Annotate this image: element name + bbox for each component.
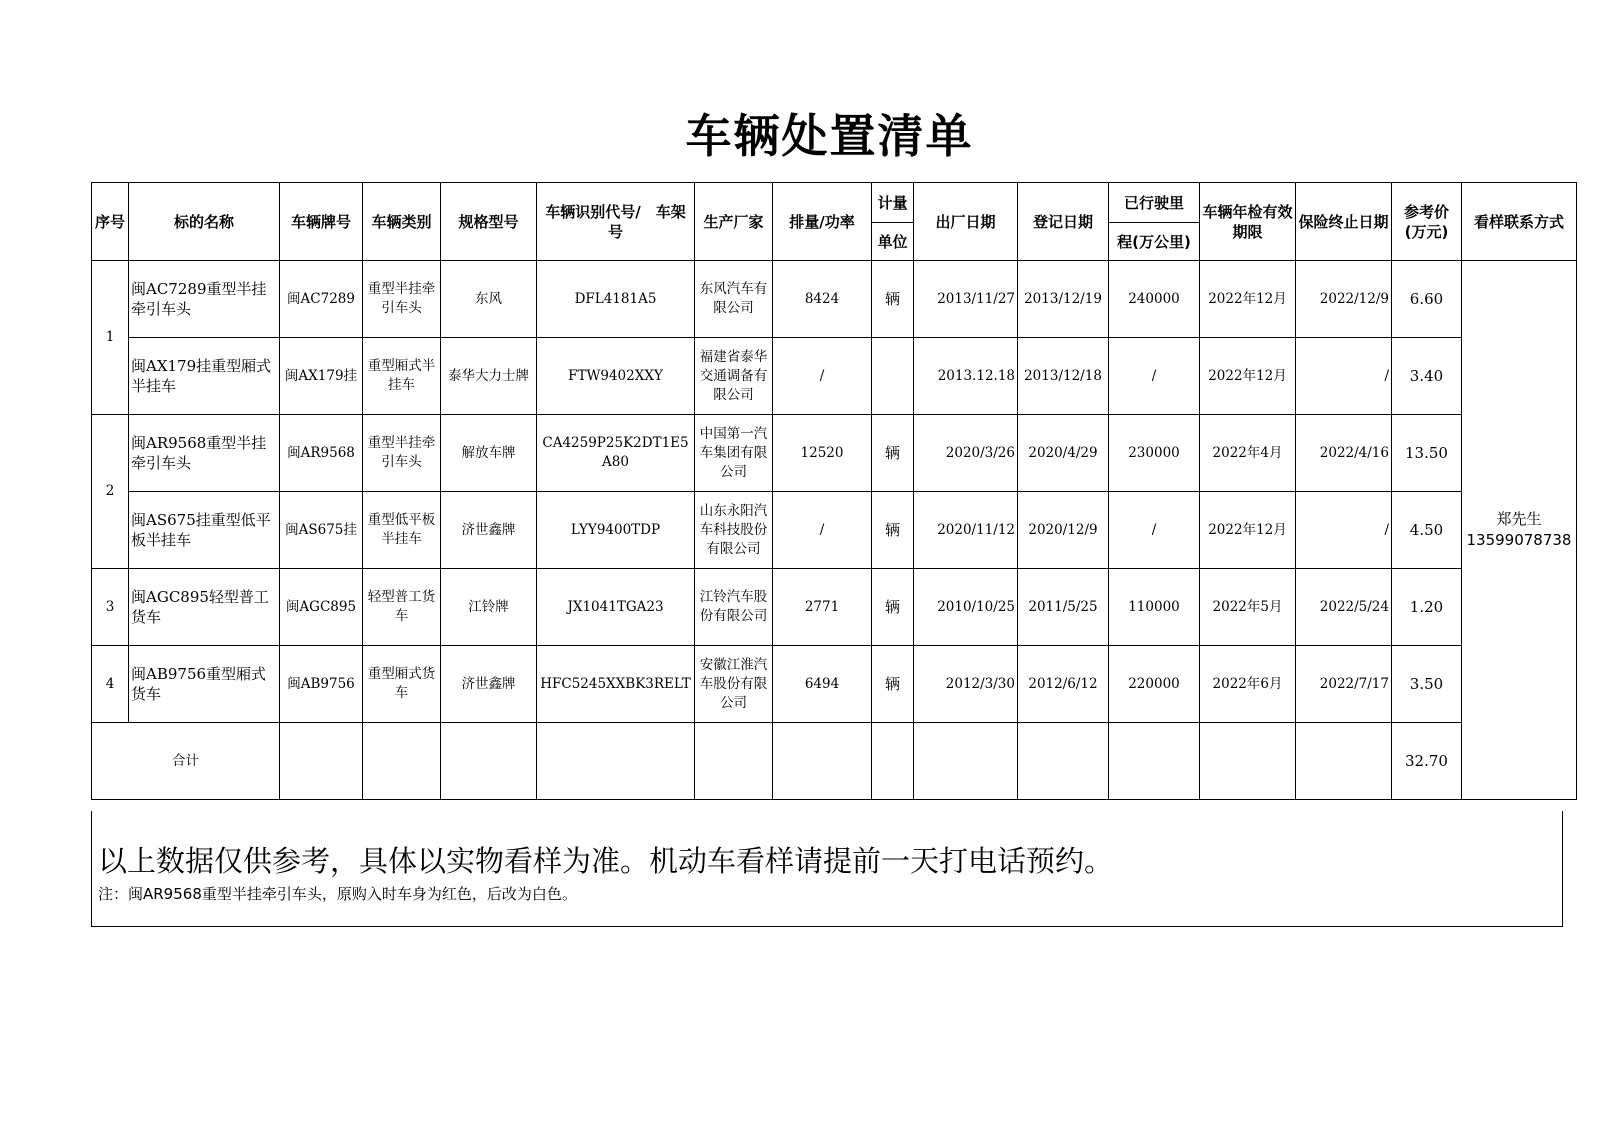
table-row — [92, 338, 1577, 415]
cell-prod-date: 2020/3/26 — [914, 415, 1018, 492]
cell-vin: HFC5245XXBK3RELT — [537, 646, 695, 723]
cell-prod-date: 2020/11/12 — [914, 492, 1018, 569]
cell-price: 13.50 — [1392, 415, 1462, 492]
cell-vin: LYY9400TDP — [537, 492, 695, 569]
empty-cell — [773, 723, 872, 800]
cell-maker: 中国第一汽车集团有限公司 — [695, 415, 773, 492]
table-row — [92, 492, 1577, 569]
cell-maker: 安徽江淮汽车股份有限公司 — [695, 646, 773, 723]
empty-cell — [1109, 723, 1200, 800]
cell-inspection: 2022年5月 — [1200, 569, 1296, 646]
header-vin: 车辆识别代号/ 车架号 — [537, 183, 695, 261]
table-row — [92, 569, 1577, 646]
cell-price: 6.60 — [1392, 261, 1462, 338]
cell-insurance: 2022/4/16 — [1296, 415, 1392, 492]
cell-unit: 辆 — [872, 415, 914, 492]
cell-seq: 1 — [92, 261, 129, 415]
contact-name: 郑先生 — [1496, 510, 1542, 528]
cell-mileage: 230000 — [1109, 415, 1200, 492]
cell-prod-date: 2012/3/30 — [914, 646, 1018, 723]
cell-mileage: / — [1109, 338, 1200, 415]
cell-name: 闽AGC895轻型普工货车 — [129, 569, 280, 646]
cell-plate: 闽AR9568 — [280, 415, 363, 492]
cell-inspection: 2022年6月 — [1200, 646, 1296, 723]
cell-model: 济世鑫牌 — [441, 492, 537, 569]
cell-inspection: 2022年12月 — [1200, 261, 1296, 338]
empty-cell — [695, 723, 773, 800]
cell-model: 江铃牌 — [441, 569, 537, 646]
table-row — [92, 415, 1577, 492]
header-unit-top: 计量 — [872, 183, 914, 223]
cell-unit — [872, 338, 914, 415]
cell-category: 重型厢式半挂车 — [363, 338, 441, 415]
header-reg-date: 登记日期 — [1018, 183, 1109, 261]
total-row — [92, 723, 1577, 800]
table-row — [92, 261, 1577, 338]
cell-insurance: / — [1296, 492, 1392, 569]
cell-displacement: 8424 — [773, 261, 872, 338]
cell-unit: 辆 — [872, 492, 914, 569]
cell-maker: 江铃汽车股份有限公司 — [695, 569, 773, 646]
cell-category: 重型半挂牵引车头 — [363, 261, 441, 338]
cell-model: 济世鑫牌 — [441, 646, 537, 723]
empty-cell — [1296, 723, 1392, 800]
cell-insurance: / — [1296, 338, 1392, 415]
cell-contact — [1462, 261, 1577, 800]
empty-cell — [363, 723, 441, 800]
header-prod-date: 出厂日期 — [914, 183, 1018, 261]
cell-price: 1.20 — [1392, 569, 1462, 646]
cell-unit: 辆 — [872, 261, 914, 338]
page-title: 车辆处置清单 — [685, 109, 974, 163]
empty-cell — [280, 723, 363, 800]
cell-reg-date: 2013/12/18 — [1018, 338, 1109, 415]
header-plate: 车辆牌号 — [280, 183, 363, 261]
cell-category: 重型厢式货车 — [363, 646, 441, 723]
header-displacement: 排量/功率 — [773, 183, 872, 261]
cell-maker: 福建省泰华交通调备有限公司 — [695, 338, 773, 415]
cell-maker: 东风汽车有限公司 — [695, 261, 773, 338]
cell-inspection: 2022年4月 — [1200, 415, 1296, 492]
cell-prod-date: 2013.12.18 — [914, 338, 1018, 415]
cell-maker: 山东永阳汽车科技股份有限公司 — [695, 492, 773, 569]
cell-plate: 闽AS675挂 — [280, 492, 363, 569]
header-inspection: 车辆年检有效期限 — [1200, 183, 1296, 261]
disclaimer-text: 以上数据仅供参考，具体以实物看样为准。机动车看样请提前一天打电话预约。 — [98, 844, 1114, 878]
empty-cell — [441, 723, 537, 800]
header-row — [92, 183, 1577, 223]
cell-name: 闽AX179挂重型厢式半挂车 — [129, 338, 280, 415]
header-model: 规格型号 — [441, 183, 537, 261]
empty-cell — [1018, 723, 1109, 800]
cell-prod-date: 2013/11/27 — [914, 261, 1018, 338]
cell-vin: CA4259P25K2DT1E5A80 — [537, 415, 695, 492]
header-category: 车辆类别 — [363, 183, 441, 261]
cell-model: 东风 — [441, 261, 537, 338]
cell-displacement: 2771 — [773, 569, 872, 646]
cell-seq: 3 — [92, 569, 129, 646]
cell-name: 闽AC7289重型半挂牵引车头 — [129, 261, 280, 338]
cell-unit: 辆 — [872, 569, 914, 646]
cell-reg-date: 2020/4/29 — [1018, 415, 1109, 492]
empty-cell — [537, 723, 695, 800]
total-label: 合计 — [92, 723, 280, 800]
empty-cell — [1200, 723, 1296, 800]
cell-insurance: 2022/7/17 — [1296, 646, 1392, 723]
cell-seq: 2 — [92, 415, 129, 569]
header-mileage-top: 已行驶里 — [1109, 183, 1200, 223]
cell-reg-date: 2012/6/12 — [1018, 646, 1109, 723]
cell-insurance: 2022/12/9 — [1296, 261, 1392, 338]
vehicle-disposal-table — [91, 182, 1577, 800]
cell-inspection: 2022年12月 — [1200, 492, 1296, 569]
cell-reg-date: 2013/12/19 — [1018, 261, 1109, 338]
header-price: 参考价(万元) — [1392, 183, 1462, 261]
cell-prod-date: 2010/10/25 — [914, 569, 1018, 646]
header-seq: 序号 — [92, 183, 129, 261]
cell-plate: 闽AB9756 — [280, 646, 363, 723]
cell-price: 4.50 — [1392, 492, 1462, 569]
cell-displacement: 6494 — [773, 646, 872, 723]
empty-cell — [914, 723, 1018, 800]
cell-inspection: 2022年12月 — [1200, 338, 1296, 415]
cell-unit: 辆 — [872, 646, 914, 723]
cell-category: 轻型普工货车 — [363, 569, 441, 646]
cell-mileage: 220000 — [1109, 646, 1200, 723]
cell-model: 泰华大力士牌 — [441, 338, 537, 415]
cell-vin: FTW9402XXY — [537, 338, 695, 415]
cell-mileage: 240000 — [1109, 261, 1200, 338]
empty-cell — [872, 723, 914, 800]
footer-notes — [91, 811, 1563, 927]
header-contact: 看样联系方式 — [1462, 183, 1577, 261]
cell-plate: 闽AC7289 — [280, 261, 363, 338]
cell-category: 重型半挂牵引车头 — [363, 415, 441, 492]
header-mileage-bottom: 程(万公里) — [1109, 223, 1200, 261]
cell-displacement: / — [773, 492, 872, 569]
cell-category: 重型低平板半挂车 — [363, 492, 441, 569]
cell-name: 闽AS675挂重型低平板半挂车 — [129, 492, 280, 569]
header-name: 标的名称 — [129, 183, 280, 261]
cell-name: 闽AR9568重型半挂牵引车头 — [129, 415, 280, 492]
contact-phone: 13599078738 — [1466, 531, 1572, 549]
cell-name: 闽AB9756重型厢式货车 — [129, 646, 280, 723]
table-row — [92, 646, 1577, 723]
cell-mileage: 110000 — [1109, 569, 1200, 646]
header-unit-bottom: 单位 — [872, 223, 914, 261]
cell-vin: DFL4181A5 — [537, 261, 695, 338]
cell-insurance: 2022/5/24 — [1296, 569, 1392, 646]
cell-vin: JX1041TGA23 — [537, 569, 695, 646]
cell-plate: 闽AGC895 — [280, 569, 363, 646]
cell-displacement: / — [773, 338, 872, 415]
cell-displacement: 12520 — [773, 415, 872, 492]
header-insurance: 保险终止日期 — [1296, 183, 1392, 261]
total-price: 32.70 — [1392, 723, 1462, 800]
cell-price: 3.50 — [1392, 646, 1462, 723]
cell-mileage: / — [1109, 492, 1200, 569]
cell-price: 3.40 — [1392, 338, 1462, 415]
cell-reg-date: 2020/12/9 — [1018, 492, 1109, 569]
note-text: 注：闽AR9568重型半挂牵引车头，原购入时车身为红色，后改为白色。 — [98, 885, 577, 903]
header-maker: 生产厂家 — [695, 183, 773, 261]
cell-plate: 闽AX179挂 — [280, 338, 363, 415]
cell-reg-date: 2011/5/25 — [1018, 569, 1109, 646]
cell-seq: 4 — [92, 646, 129, 723]
cell-model: 解放车牌 — [441, 415, 537, 492]
